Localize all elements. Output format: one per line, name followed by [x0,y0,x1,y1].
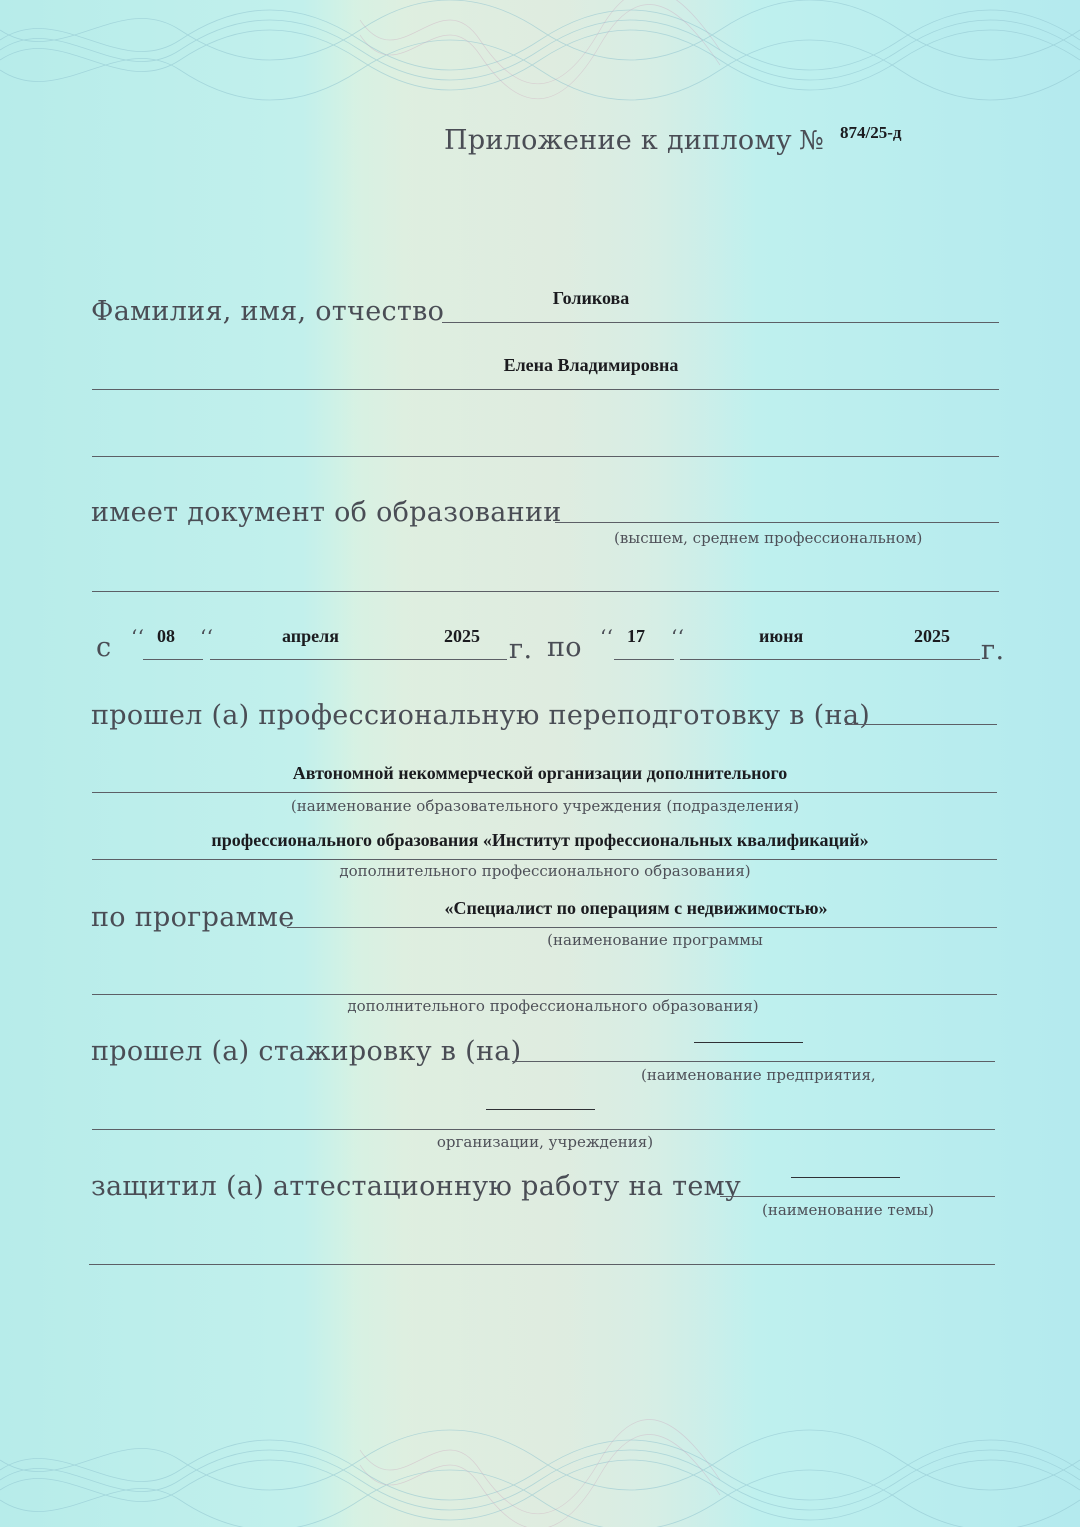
quote-open-1: ‘‘ [131,625,145,649]
surname-line [442,322,999,323]
program-line-2 [92,994,997,995]
period-from-prefix: с [96,632,112,663]
thesis-line-2 [89,1264,995,1265]
program-caption-1: (наименование программы [547,931,763,949]
education-caption: (высшем, среднем профессиональном) [614,529,923,547]
blank-line-2 [92,591,999,592]
internship-caption-2: организации, учреждения) [436,1133,654,1151]
quote-close-2: ‘‘ [671,625,685,649]
name-patronymic-value: Елена Владимировна [503,355,679,375]
quote-open-2: ‘‘ [600,625,614,649]
thesis-label: защитил (а) аттестационную работу на тему [91,1171,742,1202]
to-date-line [680,659,980,660]
surname-value: Голикова [552,288,630,308]
organization-line-1: Автономной некоммерческой организации дополнительного [292,763,788,783]
to-month-value: июня [759,626,804,646]
retraining-label: прошел (а) профессиональную переподготовку в (на) [91,700,871,731]
internship-dash-2 [486,1109,595,1110]
organization-underline-1 [92,792,997,793]
organization-caption-2: дополнительного профессионального образования) [339,862,751,880]
program-name-value: «Специалист по операциям с недвижимостью» [444,898,828,918]
diploma-number: 874/25-д [840,123,902,142]
program-caption-2: дополнительного профессионального образования) [347,997,759,1015]
retraining-line [845,724,997,725]
to-day-value: 17 [627,626,645,646]
thesis-dash [791,1177,900,1178]
from-day-value: 08 [157,626,175,646]
period-to-prefix: по [547,632,582,663]
education-label: имеет документ об образовании [91,497,562,528]
internship-dash [694,1042,803,1043]
to-year-value: 2025 [914,626,950,646]
full-name-label: Фамилия, имя, отчество [91,296,445,327]
from-date-line [210,659,507,660]
year-suffix-1: г. [509,634,533,665]
internship-caption-1: (наименование предприятия, [641,1066,876,1084]
number-sign: № [799,126,824,156]
document-title: Приложение к диплому [444,125,792,156]
organization-underline-2 [92,859,997,860]
name-line [92,389,999,390]
thesis-caption: (наименование темы) [762,1201,935,1219]
quote-close-1: ‘‘ [200,625,214,649]
from-month-value: апреля [282,626,339,646]
organization-line-2: профессионального образования «Институт профессиональных квалификаций» [211,830,869,850]
from-year-value: 2025 [444,626,480,646]
year-suffix-2: г. [981,635,1005,666]
internship-label: прошел (а) стажировку в (на) [91,1036,522,1067]
education-line [555,522,999,523]
program-line [287,927,997,928]
thesis-line [720,1196,995,1197]
organization-caption-1: (наименование образовательного учреждения (подразделения) [290,797,800,815]
internship-line-2 [92,1129,995,1130]
to-day-line [614,659,674,660]
blank-line-1 [92,456,999,457]
internship-line [512,1061,995,1062]
from-day-line [143,659,203,660]
program-label: по программе [91,902,295,933]
